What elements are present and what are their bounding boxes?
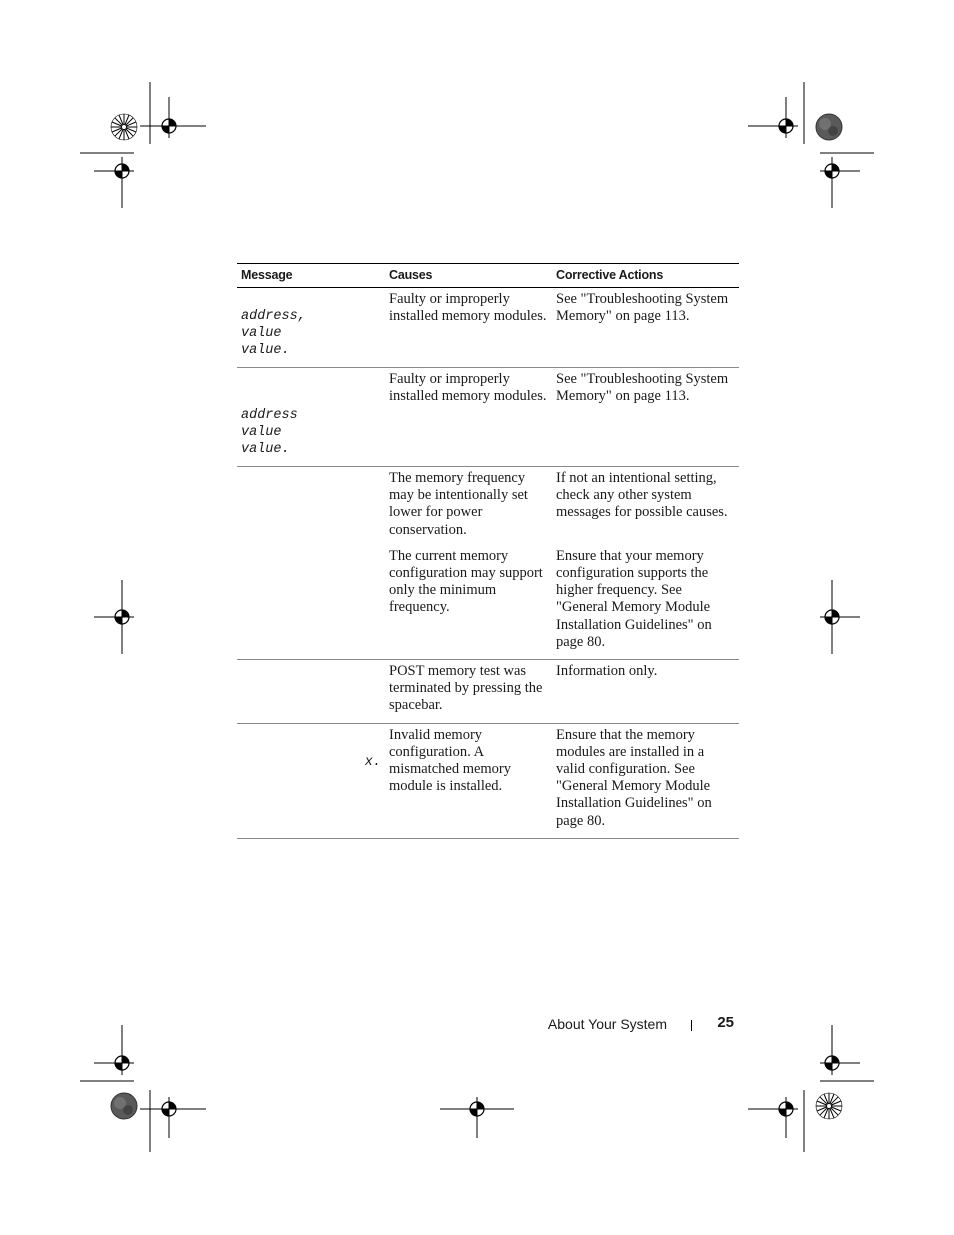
actions-cell: If not an intentional setting, check any other system messages for possible causes. bbox=[552, 467, 739, 539]
footer-section-title: About Your System bbox=[547, 1016, 667, 1032]
table-row bbox=[237, 539, 739, 660]
message-text: address bbox=[241, 408, 298, 423]
column-header-message: Message bbox=[237, 264, 385, 288]
message-text: value. bbox=[241, 343, 290, 358]
message-cell bbox=[237, 467, 385, 539]
page-number: 25 bbox=[717, 1014, 734, 1031]
causes-cell: Invalid memory configuration. A mismatched memory module is installed. bbox=[385, 723, 552, 838]
actions-cell: Ensure that your memory configuration supports the higher frequency. See "General Memory Module Installation Guidelines" on page 80. bbox=[556, 547, 712, 650]
causes-cell: The memory frequency may be intentionally set lower for power conservation. bbox=[385, 467, 552, 539]
causes-cell: Faulty or improperly installed memory modules. bbox=[385, 288, 552, 368]
message-cell bbox=[237, 660, 385, 724]
page-footer bbox=[500, 1014, 736, 1034]
table-row bbox=[237, 368, 739, 467]
table-row bbox=[237, 467, 739, 539]
message-text: address, bbox=[241, 309, 306, 324]
footer-divider bbox=[691, 1020, 692, 1031]
actions-cell: Ensure that the memory modules are installed in a valid configuration. See "General Memory Module Installation Guidelines" on page 80. bbox=[552, 723, 739, 838]
message-text: x. bbox=[364, 754, 381, 770]
column-header-causes: Causes bbox=[385, 264, 552, 288]
causes-cell: Faulty or improperly installed memory modules. bbox=[385, 368, 552, 467]
message-cell bbox=[237, 539, 385, 660]
message-text: value. bbox=[241, 442, 290, 457]
actions-cell: See "Troubleshooting System Memory" on page 113. bbox=[552, 368, 739, 467]
actions-cell: See "Troubleshooting System Memory" on page 113. bbox=[552, 288, 739, 368]
table-header-row bbox=[237, 264, 739, 288]
message-text: value bbox=[241, 326, 282, 341]
causes-cell: POST memory test was terminated by pressing the spacebar. bbox=[385, 660, 552, 724]
table-row bbox=[237, 723, 739, 838]
message-text: value bbox=[241, 425, 282, 440]
message-cell bbox=[237, 723, 385, 838]
message-cell bbox=[237, 288, 385, 368]
column-header-actions: Corrective Actions bbox=[552, 264, 739, 288]
causes-cell: The current memory configuration may support only the minimum frequency. bbox=[389, 547, 543, 616]
error-message-table bbox=[237, 263, 739, 839]
actions-cell: Information only. bbox=[552, 660, 739, 724]
table-row bbox=[237, 660, 739, 724]
message-cell bbox=[237, 368, 385, 467]
table-row bbox=[237, 288, 739, 368]
